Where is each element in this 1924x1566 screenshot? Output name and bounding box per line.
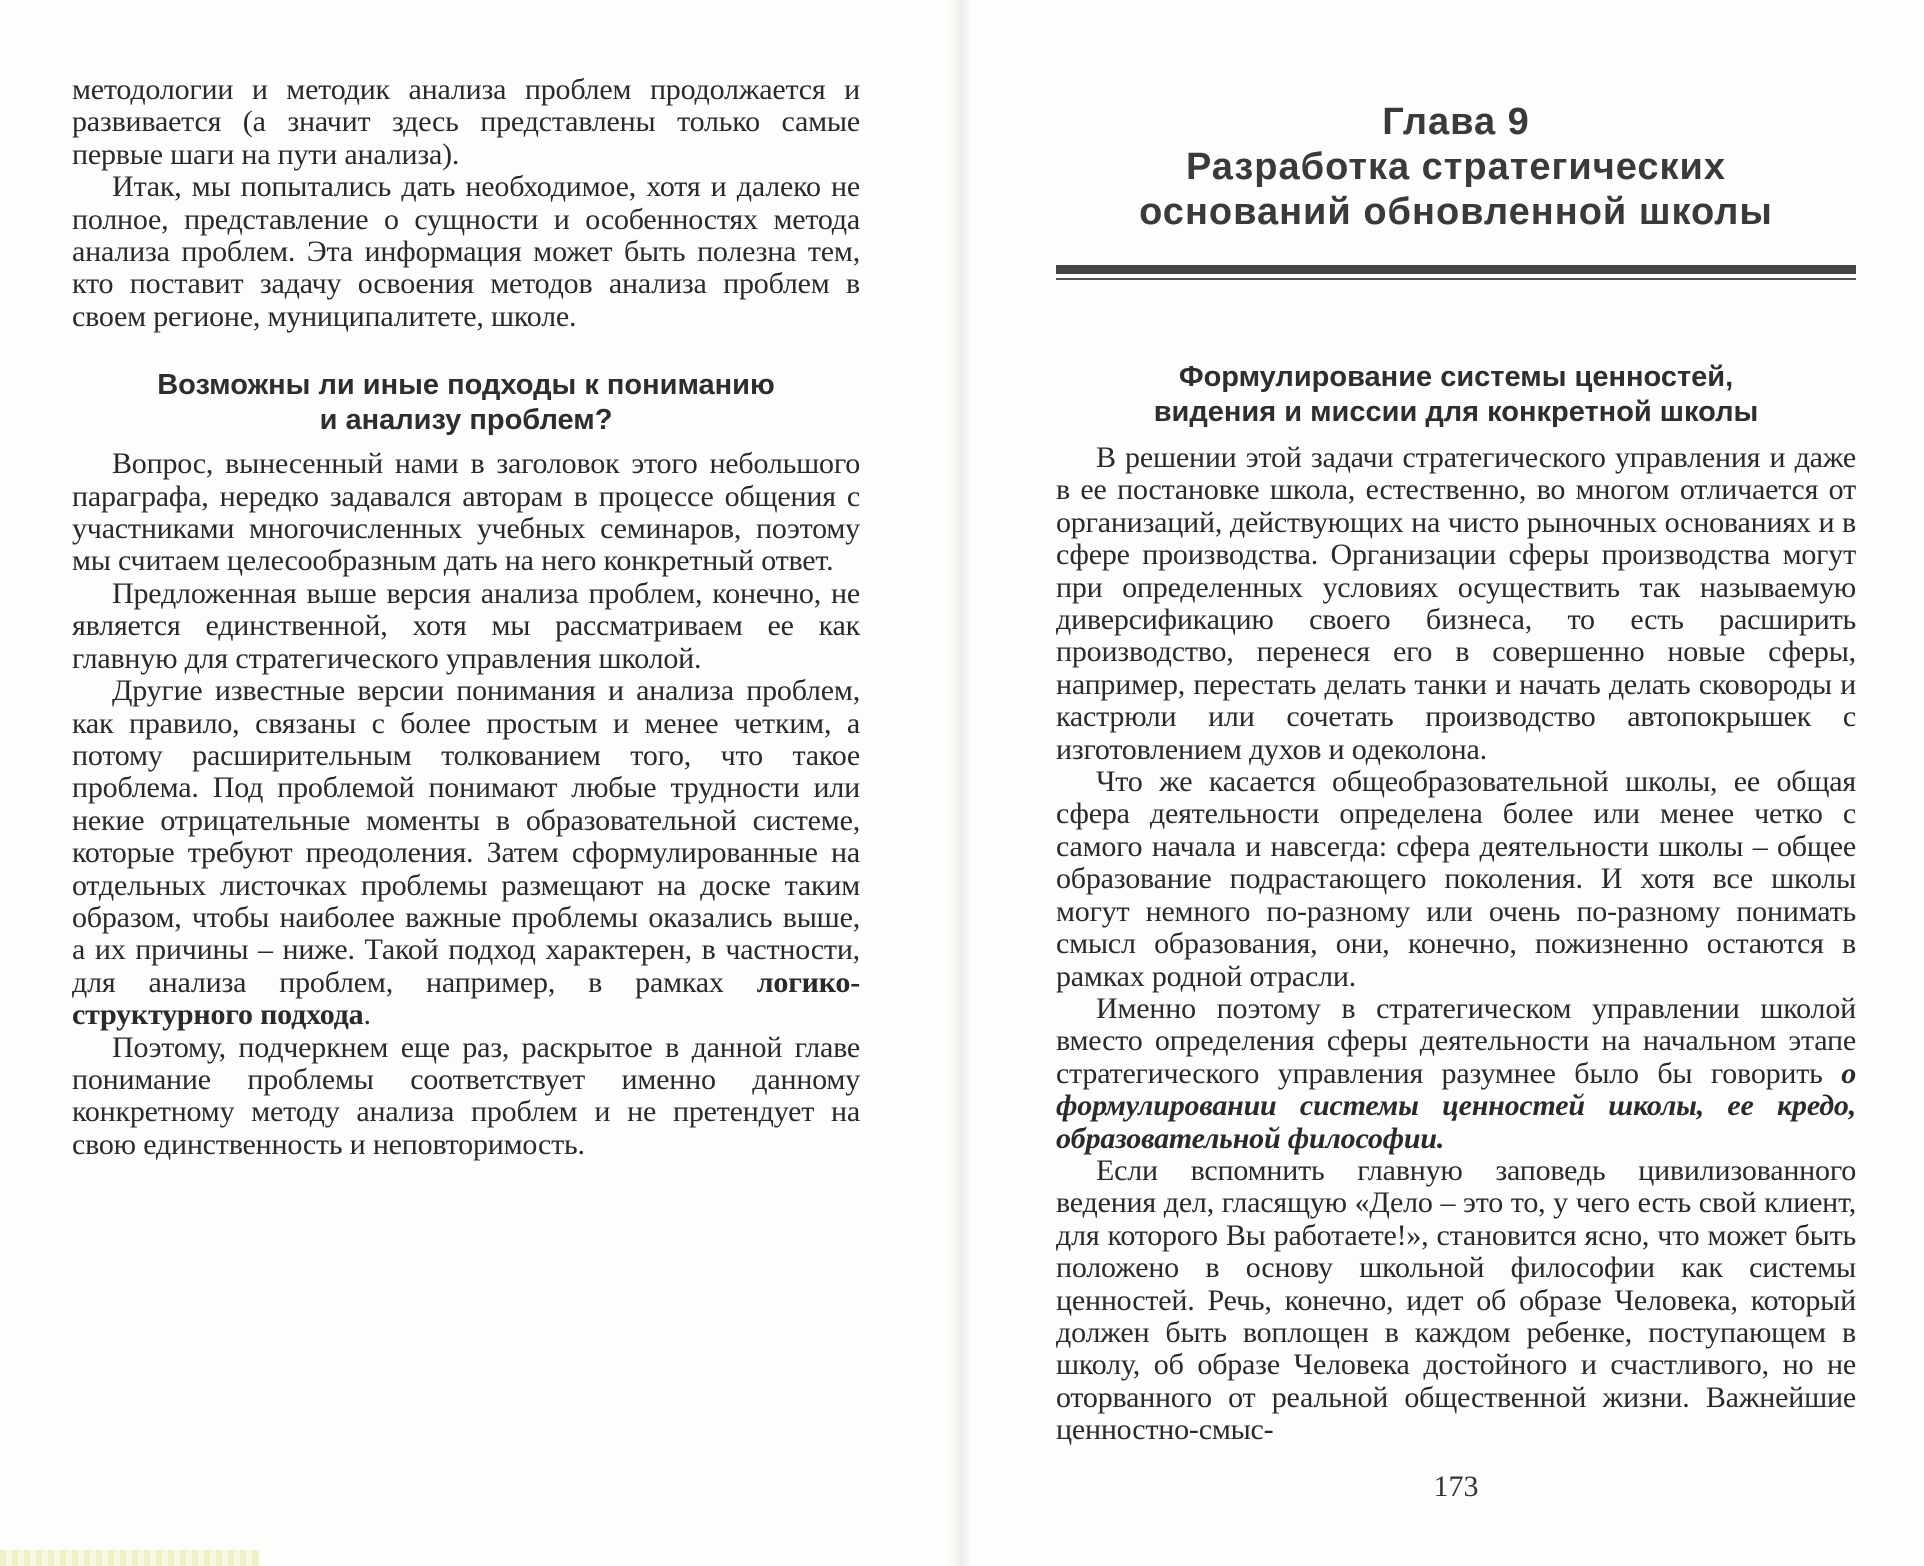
- right-section: [1056, 360, 1856, 1447]
- left-section-heading-line2: и анализу проблем?: [319, 404, 613, 437]
- page-number: 173: [1433, 1470, 1479, 1503]
- right-paragraph-3: [1056, 993, 1856, 1155]
- left-paragraph-3-text: Другие известные версии понимания и анализа проблем, как правило, связаны с более простым и менее четким, а потому расширительным толкованием того, что такое проблема. Под проблемой понимают любые трудности или некие отрицательные моменты в образовательной системе, которые требуют преодоления. Затем сформулированные на отдельных листочках проблемы размещают на доске таким образом, чтобы наиболее важные проблемы оказались выше, а их причины – ниже. Такой подход характерен, в частности, для анализа проблем, например, в рамках: [72, 674, 860, 999]
- right-text-column: [1056, 100, 1856, 1447]
- left-paragraph-3-bold-term: логико-структурного подхода: [72, 965, 860, 1032]
- right-section-heading-line1: Формулирование системы ценностей,: [1178, 361, 1734, 393]
- left-paragraph-1: Вопрос, вынесенный нами в заголовок этого небольшого параграфа, нередко задавался авторам в процессе общения с участниками многочисленных учебных семинаров, поэтому мы считаем целесообразным дать на него конкретный ответ.: [72, 447, 860, 578]
- chapter-heading: [1056, 100, 1856, 235]
- chapter-label: Глава 9: [1382, 101, 1530, 143]
- chapter-divider: [1056, 265, 1856, 280]
- chapter-divider-thin: [1056, 278, 1856, 280]
- left-paragraph-continued: методологии и методик анализа проблем продолжается и развивается (а значит здесь представлены только самые первые шаги на пути анализа).: [72, 73, 860, 171]
- left-page: [0, 0, 960, 1566]
- left-paragraph-3-end: .: [363, 998, 371, 1032]
- chapter-title-line1: Разработка стратегических: [1185, 146, 1727, 188]
- right-paragraph-1: В решении этой задачи стратегического управления и даже в ее постановке школа, естественно, во многом отличается от организаций, действующих на чисто рыночных основаниях и в сфере производства. Организации сферы производства могут при определенных условиях осуществить так называемую диверсификацию своего бизнеса, то есть расширить производство, перенеся его в совершенно новые сферы, например, перестать делать танки и начать делать сковороды и кастрюли или сочетать производство автопокрышек с изготовлением духов и одеколона.: [1056, 441, 1856, 766]
- left-paragraph-2: Предложенная выше версия анализа проблем, конечно, не является единственной, хотя мы рассматриваем ее как главную для стратегического управления школой.: [72, 576, 860, 675]
- right-section-heading: [1056, 360, 1856, 430]
- right-paragraph-3-emphasis: о формулировании системы ценностей школы, ее кредо, образовательной философии.: [1056, 1056, 1856, 1155]
- page-edge-stain: [0, 1550, 260, 1566]
- left-paragraph-3: [72, 675, 860, 1031]
- right-page: [960, 0, 1924, 1566]
- left-section-heading: [72, 368, 860, 438]
- chapter-divider-thick: [1056, 265, 1856, 274]
- right-paragraph-3-text: Именно поэтому в стратегическом управлении школой вместо определения сферы деятельности на начальном этапе стратегического управления разумнее было бы говорить: [1056, 991, 1856, 1090]
- left-paragraph-4: Поэтому, подчеркнем еще раз, раскрытое в данной главе понимание проблемы соответствует именно данному конкретному методу анализа проблем и не претендует на свою единственность и неповторимость.: [72, 1030, 860, 1161]
- right-paragraph-2: Что же касается общеобразовательной школы, ее общая сфера деятельности определена более или менее четко с самого начала и навсегда: сфера деятельности школы – общее образование подрастающего поколения. И хотя все школы могут немного по-разному или очень по-разному понимать смысл образования, они, конечно, пожизненно остаются в рамках родной отрасли.: [1056, 765, 1856, 993]
- right-section-heading-line2: видения и миссии для конкретной школы: [1153, 396, 1759, 428]
- chapter-title-line2: оснований обновленной школы: [1139, 191, 1773, 233]
- left-section-heading-line1: Возможны ли иные подходы к пониманию: [157, 369, 775, 402]
- left-text-column: [72, 74, 860, 1161]
- right-paragraph-4: Если вспомнить главную заповедь цивилизованного ведения дел, гласящую «Дело – это то, у чего есть свой клиент, для которого Вы работаете!», становится ясно, что может быть положено в основу школьной философии как системы ценностей. Речь, конечно, идет об образе Человека, который должен быть воплощен в каждом ребенке, поступающем в школу, об образе Человека достойного и счастливого, но не оторванного от реальной общественной жизни. Важнейшие ценностно-смыс-: [1056, 1153, 1856, 1447]
- left-paragraph-summary: Итак, мы попытались дать необходимое, хотя и далеко не полное, представление о сущности и особенностях метода анализа проблем. Эта информация может быть полезна тем, кто поставит задачу освоения методов анализа проблем в своем регионе, муниципалитете, школе.: [72, 170, 860, 333]
